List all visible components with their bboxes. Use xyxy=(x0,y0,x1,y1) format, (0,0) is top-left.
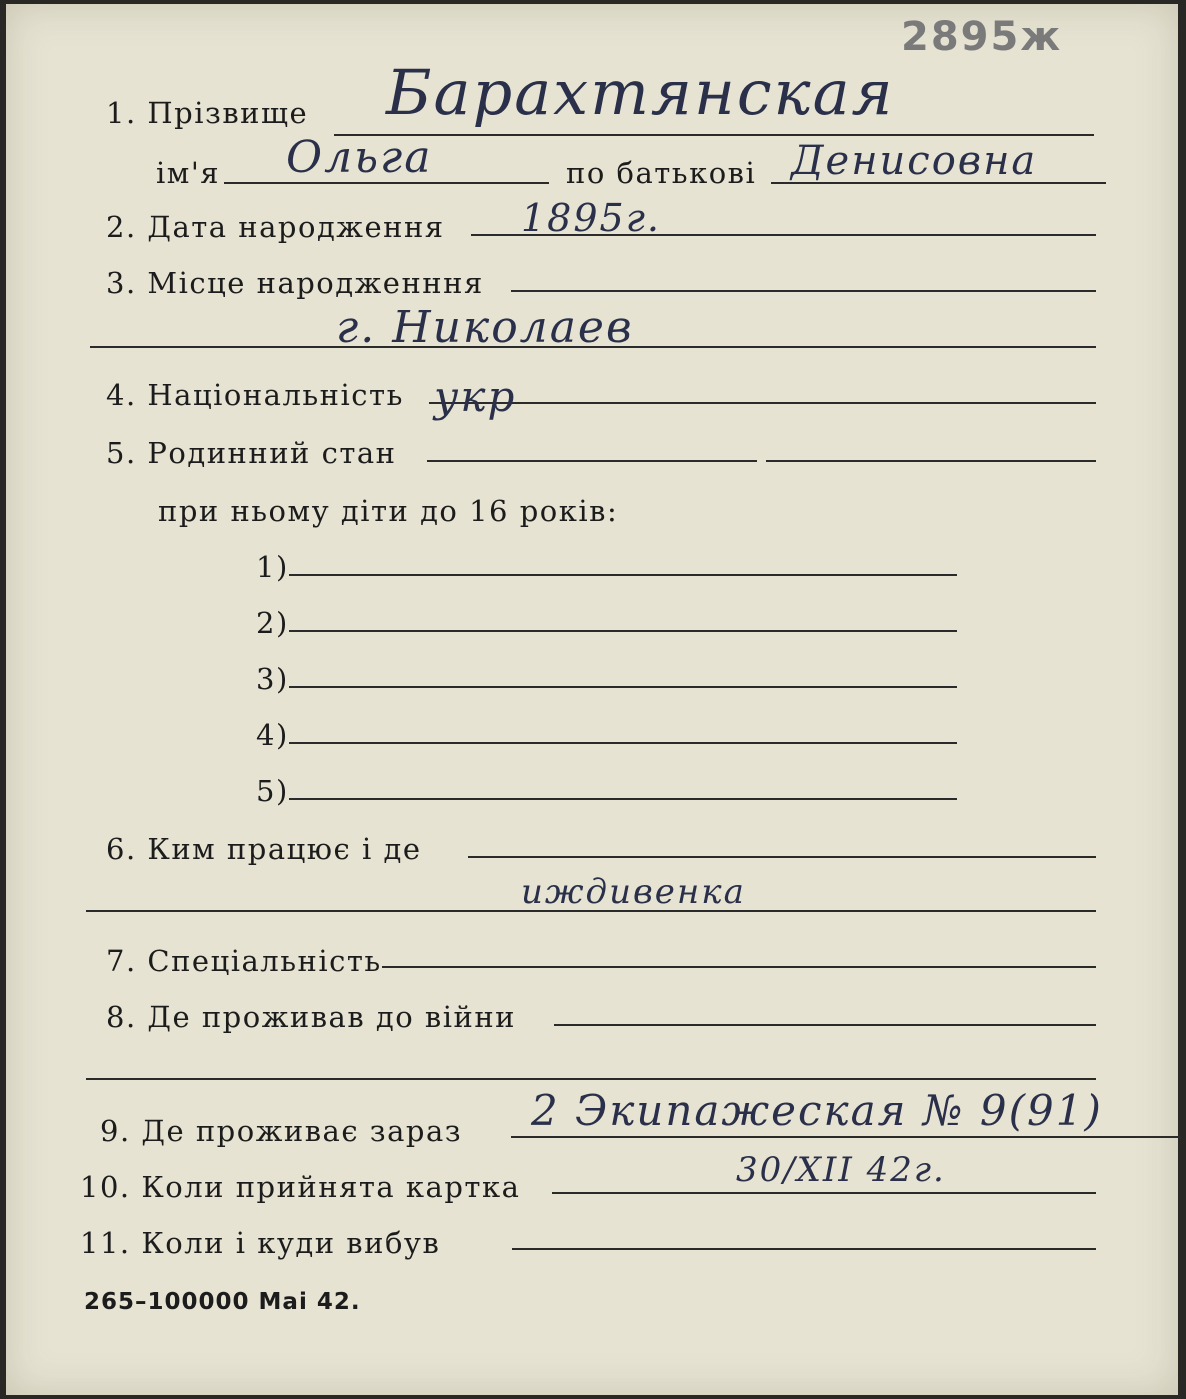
specialty-label: 7. Спеціальність xyxy=(106,944,382,978)
surname-line xyxy=(334,134,1094,136)
birth-date-label: 2. Дата народження xyxy=(106,210,445,244)
child-4-line xyxy=(289,742,957,744)
child-2-line xyxy=(289,630,957,632)
name-value: Ольга xyxy=(286,132,433,183)
current-residence-label: 9. Де проживає зараз xyxy=(100,1114,463,1148)
child-2-label: 2) xyxy=(256,606,289,640)
nationality-value: укр xyxy=(434,372,517,421)
archive-number: 2895ж xyxy=(901,14,1063,60)
surname-value: Барахтянская xyxy=(386,56,895,129)
children-heading: при ньому діти до 16 років: xyxy=(158,494,619,528)
child-3-label: 3) xyxy=(256,662,289,696)
birth-date-value: 1895г. xyxy=(521,196,661,240)
work-label: 6. Ким працює і де xyxy=(106,832,422,866)
marital-status-line-2 xyxy=(766,460,1096,462)
surname-label: 1. Прізвище xyxy=(106,96,309,130)
specialty-line xyxy=(382,966,1096,968)
child-5-label: 5) xyxy=(256,774,289,808)
name-label: ім'я xyxy=(156,156,221,190)
child-5-line xyxy=(289,798,957,800)
card-accepted-line xyxy=(552,1192,1096,1194)
prewar-residence-line-2 xyxy=(86,1078,1096,1080)
card-accepted-label: 10. Коли прийнята картка xyxy=(80,1170,521,1204)
work-line xyxy=(468,856,1096,858)
current-residence-line xyxy=(511,1136,1181,1138)
prewar-residence-line xyxy=(554,1024,1096,1026)
card-accepted-value: 30/XII 42г. xyxy=(736,1150,946,1190)
birth-place-line xyxy=(511,290,1096,292)
work-value: иждивенка xyxy=(521,872,746,912)
child-3-line xyxy=(289,686,957,688)
birth-place-value: г. Николаев xyxy=(336,302,634,353)
registration-card xyxy=(6,4,1178,1395)
patronymic-value: Денисовна xyxy=(791,138,1038,184)
print-run-footer: 265–100000 Маі 42. xyxy=(84,1289,361,1315)
patronymic-label: по батькові xyxy=(566,156,757,190)
departed-label: 11. Коли і куди вибув xyxy=(80,1226,441,1260)
nationality-line xyxy=(429,402,1096,404)
birth-place-label: 3. Місце народженння xyxy=(106,266,484,300)
marital-status-line xyxy=(427,460,757,462)
child-1-label: 1) xyxy=(256,550,289,584)
departed-line xyxy=(512,1248,1096,1250)
marital-status-label: 5. Родинний стан xyxy=(106,436,397,470)
child-4-label: 4) xyxy=(256,718,289,752)
child-1-line xyxy=(289,574,957,576)
current-residence-value: 2 Экипажеская № 9(91) xyxy=(531,1086,1103,1135)
nationality-label: 4. Національність xyxy=(106,378,404,412)
prewar-residence-label: 8. Де проживав до війни xyxy=(106,1000,516,1034)
